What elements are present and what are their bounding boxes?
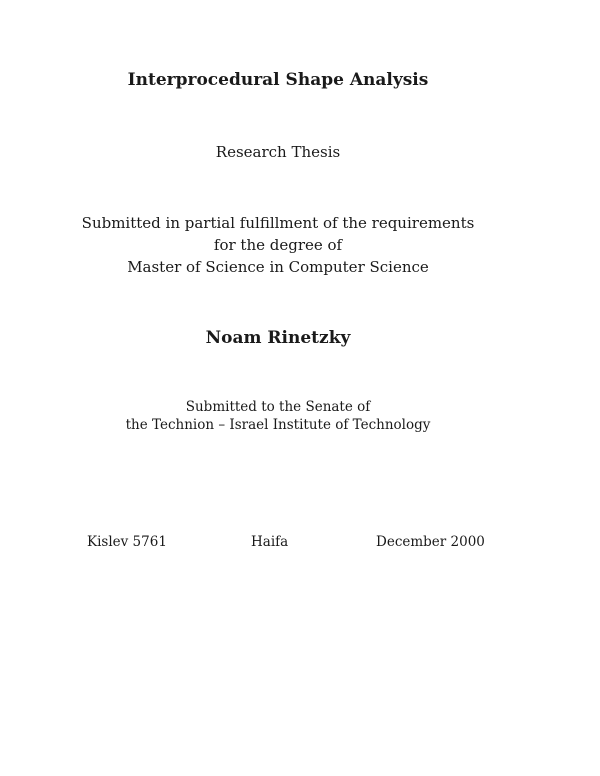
- senate-line-1: Submitted to the Senate of: [185, 399, 371, 415]
- hebrew-date: Kislev 5761: [87, 534, 167, 550]
- requirement-line-3: Master of Science in Computer Science: [127, 258, 429, 276]
- requirement-line-1: Submitted in partial fulfillment of the requirements: [81, 214, 475, 232]
- location: Haifa: [251, 534, 289, 550]
- senate-line-2: the Technion – Israel Institute of Technology: [125, 417, 431, 433]
- author-name: Noam Rinetzky: [205, 328, 351, 348]
- thesis-title: Interprocedural Shape Analysis: [127, 70, 429, 90]
- gregorian-date: December 2000: [376, 534, 485, 550]
- requirement-line-2: for the degree of: [213, 236, 343, 254]
- document-type: Research Thesis: [215, 143, 341, 161]
